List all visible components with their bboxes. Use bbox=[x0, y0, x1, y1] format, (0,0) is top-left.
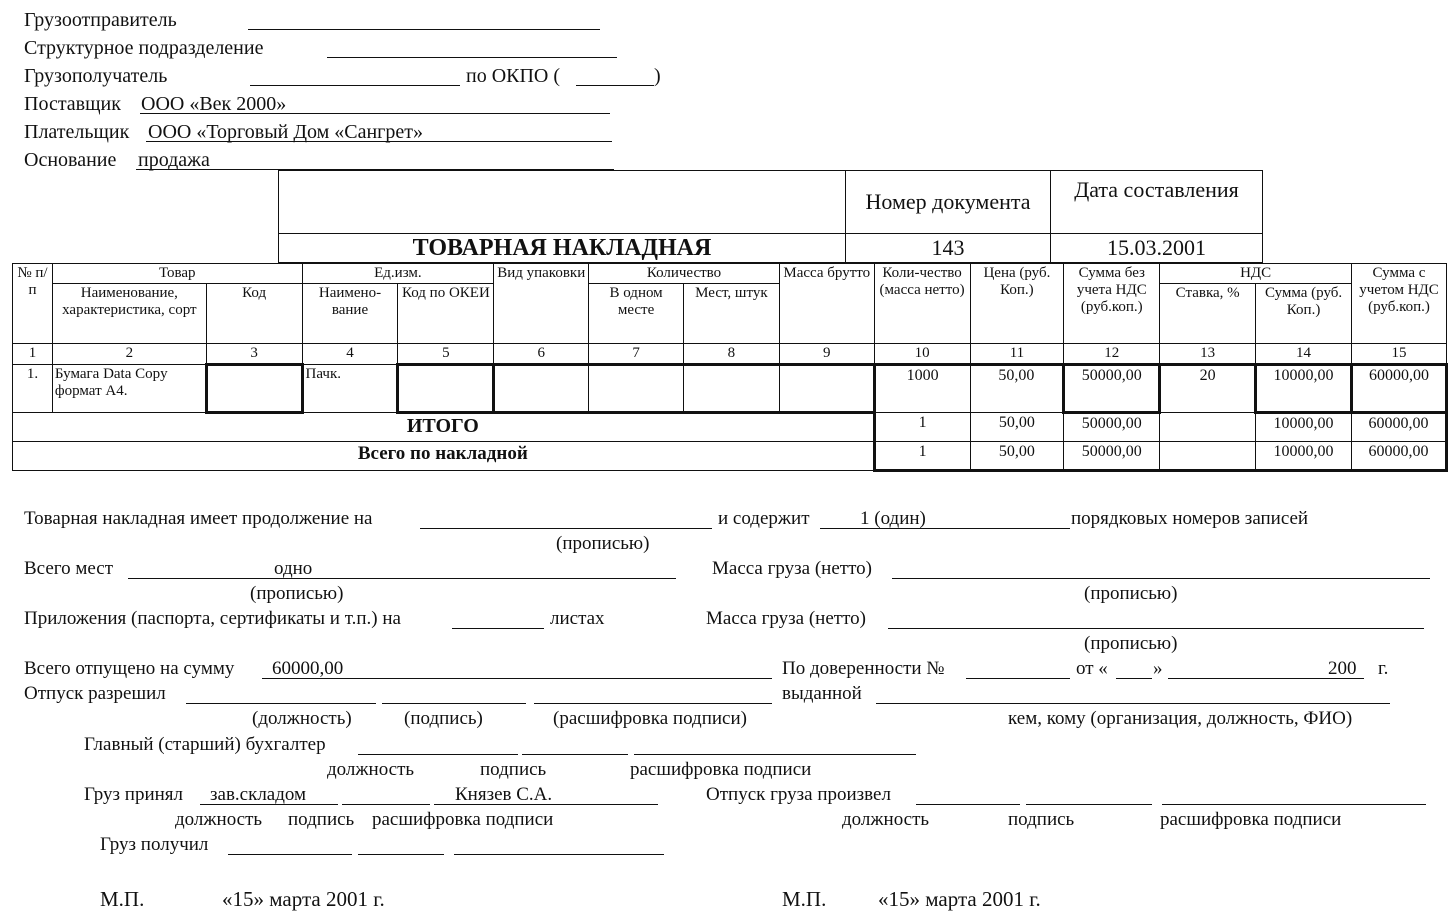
table-row bbox=[13, 365, 1447, 413]
net-mass-label: Масса груза (нетто) bbox=[712, 558, 872, 579]
proxy-year-prefix: 200 bbox=[1328, 658, 1357, 679]
total-vat-sum[interactable]: 10000,00 bbox=[1256, 413, 1352, 442]
col-gross-header: Масса брутто bbox=[779, 264, 874, 344]
doc-title: ТОВАРНАЯ НАКЛАДНАЯ bbox=[412, 235, 712, 261]
places-value: одно bbox=[274, 558, 313, 579]
chief-position-line[interactable] bbox=[358, 754, 518, 755]
col-vat-header: НДС bbox=[1160, 264, 1352, 284]
grand-total-label: Всего по накладной bbox=[13, 442, 875, 471]
col-net-header: Коли-чество (масса нетто) bbox=[874, 264, 970, 344]
accepted-name: Князев С.А. bbox=[455, 784, 553, 805]
col-vat-sum-header: Сумма (руб. Коп.) bbox=[1256, 284, 1352, 344]
release-signature-line[interactable] bbox=[382, 703, 526, 704]
doc-date: 15.03.2001 bbox=[1107, 235, 1206, 260]
col-unit-name-header: Наимено-вание bbox=[302, 284, 398, 344]
proxy-day-line[interactable] bbox=[1116, 678, 1152, 679]
col-vat-rate-header: Ставка, % bbox=[1160, 284, 1256, 344]
accepted-position: зав.складом bbox=[210, 784, 307, 805]
col-qty-header: Количество bbox=[589, 264, 780, 284]
col-number: 3 bbox=[206, 344, 302, 365]
shipped-signature-line[interactable] bbox=[1026, 804, 1152, 805]
shipped-signature-hint: подпись bbox=[1008, 809, 1075, 830]
doc-number-label-cell bbox=[845, 170, 1051, 234]
col-number: 12 bbox=[1064, 344, 1160, 365]
payer-label: Плательщик bbox=[24, 121, 130, 143]
proxy-number-line[interactable] bbox=[966, 678, 1070, 679]
col-sum-vat-header: Сумма с учетом НДС (руб.коп.) bbox=[1352, 264, 1447, 344]
released-sum-value: 60000,00 bbox=[272, 658, 344, 679]
payer-value: ООО «Торговый Дом «Сангрет» bbox=[148, 121, 423, 143]
col-number: 11 bbox=[970, 344, 1064, 365]
net-mass-line-2[interactable] bbox=[888, 628, 1424, 629]
row-sum-vat[interactable]: 60000,00 bbox=[1352, 365, 1447, 413]
places-line[interactable] bbox=[128, 578, 676, 579]
issued-label: выданной bbox=[782, 683, 862, 704]
date-left: «15» марта 2001 г. bbox=[222, 887, 385, 911]
shipper-label: Грузоотправитель bbox=[24, 9, 177, 31]
okpo-close: ) bbox=[654, 65, 661, 87]
col-number: 15 bbox=[1352, 344, 1447, 365]
issued-line[interactable] bbox=[876, 703, 1390, 704]
accepted-position-hint: должность bbox=[175, 809, 263, 830]
col-qty-places-header: Мест, штук bbox=[684, 284, 780, 344]
doc-date-label: Дата составления bbox=[1074, 177, 1239, 202]
col-no-header: № п/п bbox=[13, 264, 53, 344]
col-number: 6 bbox=[494, 344, 589, 365]
doc-date-cell[interactable] bbox=[1050, 233, 1263, 263]
proxy-from-close: » bbox=[1153, 658, 1163, 679]
places-in-words-hint: (прописью) bbox=[250, 583, 344, 604]
whom-hint: кем, кому (организация, должность, ФИО) bbox=[1008, 708, 1353, 729]
chief-position-hint: должность bbox=[327, 759, 415, 780]
chief-signature-line[interactable] bbox=[522, 754, 628, 755]
shipper-line[interactable] bbox=[248, 29, 600, 30]
proxy-label: По доверенности № bbox=[782, 658, 945, 679]
row-places[interactable] bbox=[684, 365, 780, 413]
received-label: Груз получил bbox=[100, 834, 209, 855]
proxy-from-label: от « bbox=[1076, 658, 1108, 679]
consignee-line[interactable] bbox=[250, 85, 460, 86]
column-numbers-row bbox=[13, 344, 1447, 365]
records-line[interactable] bbox=[820, 528, 1070, 529]
col-number: 14 bbox=[1256, 344, 1352, 365]
col-pack-header: Вид упаковки bbox=[494, 264, 589, 344]
doc-number: 143 bbox=[931, 235, 965, 260]
grand-net[interactable]: 1 bbox=[874, 442, 970, 471]
grand-total-row bbox=[13, 442, 1447, 471]
supplier-line bbox=[140, 113, 610, 114]
date-right: «15» марта 2001 г. bbox=[878, 887, 1041, 911]
total-price[interactable]: 50,00 bbox=[970, 413, 1064, 442]
release-allowed-label: Отпуск разрешил bbox=[24, 683, 166, 704]
total-vat-rate[interactable] bbox=[1160, 413, 1256, 442]
row-no: 1. bbox=[13, 365, 53, 413]
total-sum-novat[interactable]: 50000,00 bbox=[1064, 413, 1160, 442]
col-goods-header: Товар bbox=[52, 264, 302, 284]
signature-hint: (подпись) bbox=[404, 708, 483, 729]
row-price[interactable]: 50,00 bbox=[970, 365, 1064, 413]
col-number: 9 bbox=[779, 344, 874, 365]
accepted-signature-line[interactable] bbox=[342, 804, 430, 805]
row-pack[interactable] bbox=[494, 365, 589, 413]
net-mass-in-words-hint: (прописью) bbox=[1084, 583, 1178, 604]
col-unit-header: Ед.изм. bbox=[302, 264, 494, 284]
doc-number-cell[interactable] bbox=[845, 233, 1051, 263]
total-label: ИТОГО bbox=[13, 413, 875, 442]
grand-sum-vat[interactable]: 60000,00 bbox=[1352, 442, 1447, 471]
total-net[interactable]: 1 bbox=[874, 413, 970, 442]
places-label: Всего мест bbox=[24, 558, 114, 579]
row-sum-novat[interactable]: 50000,00 bbox=[1064, 365, 1160, 413]
row-net[interactable]: 1000 bbox=[874, 365, 970, 413]
header-blank-cell bbox=[278, 170, 846, 234]
received-position-line[interactable] bbox=[228, 854, 352, 855]
row-code[interactable] bbox=[206, 365, 302, 413]
continuation-label: Товарная накладная имеет продолжение на bbox=[24, 508, 373, 529]
subdivision-line[interactable] bbox=[327, 57, 617, 58]
col-goods-code-header: Код bbox=[206, 284, 302, 344]
received-decode-line[interactable] bbox=[454, 854, 664, 855]
basis-value: продажа bbox=[138, 149, 210, 171]
supplier-label: Поставщик bbox=[24, 93, 121, 115]
col-number: 5 bbox=[398, 344, 494, 365]
col-number: 1 bbox=[13, 344, 53, 365]
subdivision-label: Структурное подразделение bbox=[24, 37, 264, 59]
doc-date-label-cell bbox=[1050, 170, 1263, 234]
contains-label: и содержит bbox=[718, 508, 810, 529]
release-position-line[interactable] bbox=[186, 703, 376, 704]
okpo-line[interactable] bbox=[576, 85, 654, 86]
col-number: 10 bbox=[874, 344, 970, 365]
row-okei[interactable] bbox=[398, 365, 494, 413]
received-signature-line[interactable] bbox=[358, 854, 444, 855]
shipped-position-hint: должность bbox=[842, 809, 930, 830]
row-qty-one[interactable] bbox=[589, 365, 684, 413]
accepted-signature-hint: подпись bbox=[288, 809, 355, 830]
goods-table bbox=[12, 263, 1448, 472]
chief-decode-line[interactable] bbox=[634, 754, 916, 755]
row-name[interactable]: Бумага Data Copy формат А4. bbox=[52, 365, 206, 413]
basis-label: Основание bbox=[24, 149, 117, 171]
shipped-decode-line[interactable] bbox=[1162, 804, 1426, 805]
position-hint: (должность) bbox=[252, 708, 352, 729]
total-sum-vat[interactable]: 60000,00 bbox=[1352, 413, 1447, 442]
col-qty-one-header: В одном месте bbox=[589, 284, 684, 344]
grand-vat-rate[interactable] bbox=[1160, 442, 1256, 471]
net-mass-in-words-hint-2: (прописью) bbox=[1084, 633, 1178, 654]
net-mass-label-2: Масса груза (нетто) bbox=[706, 608, 866, 629]
attachments-line[interactable] bbox=[452, 628, 544, 629]
stamp-right: М.П. bbox=[782, 887, 827, 911]
grand-sum-novat[interactable]: 50000,00 bbox=[1064, 442, 1160, 471]
decode-hint: (расшифровка подписи) bbox=[553, 708, 747, 729]
chief-signature-hint: подпись bbox=[480, 759, 547, 780]
shipped-decode-hint: расшифровка подписи bbox=[1160, 809, 1342, 830]
proxy-year-suffix: г. bbox=[1378, 658, 1389, 679]
grand-vat-sum[interactable]: 10000,00 bbox=[1256, 442, 1352, 471]
col-goods-name-header: Наименование, характеристика, сорт bbox=[52, 284, 206, 344]
total-row bbox=[13, 413, 1447, 442]
grand-price[interactable]: 50,00 bbox=[970, 442, 1064, 471]
consignee-label: Грузополучатель bbox=[24, 65, 168, 87]
attachments-label: Приложения (паспорта, сертификаты и т.п.) на bbox=[24, 608, 401, 629]
shipped-position-line[interactable] bbox=[916, 804, 1020, 805]
okpo-label: по ОКПО ( bbox=[466, 65, 561, 87]
continuation-line[interactable] bbox=[420, 528, 712, 529]
col-number: 7 bbox=[589, 344, 684, 365]
col-number: 13 bbox=[1160, 344, 1256, 365]
released-sum-label: Всего отпущено на сумму bbox=[24, 658, 235, 679]
stamp-left: М.П. bbox=[100, 887, 145, 911]
col-number: 2 bbox=[52, 344, 206, 365]
records-label: порядковых номеров записей bbox=[1071, 508, 1309, 529]
col-unit-okei-header: Код по ОКЕИ bbox=[398, 284, 494, 344]
accepted-decode-hint: расшифровка подписи bbox=[372, 809, 554, 830]
row-vat-rate[interactable]: 20 bbox=[1160, 365, 1256, 413]
col-sum-novat-header: Сумма без учета НДС (руб.коп.) bbox=[1064, 264, 1160, 344]
row-unit[interactable]: Пачк. bbox=[302, 365, 398, 413]
payer-line bbox=[146, 141, 612, 142]
chief-accountant-label: Главный (старший) бухгалтер bbox=[84, 734, 326, 755]
col-number: 4 bbox=[302, 344, 398, 365]
col-price-header: Цена (руб. Коп.) bbox=[970, 264, 1064, 344]
row-vat-sum[interactable]: 10000,00 bbox=[1256, 365, 1352, 413]
shipped-by-label: Отпуск груза произвел bbox=[706, 784, 891, 805]
col-number: 8 bbox=[684, 344, 780, 365]
sheets-label: листах bbox=[550, 608, 605, 629]
records-count: 1 (один) bbox=[860, 508, 926, 529]
chief-decode-hint: расшифровка подписи bbox=[630, 759, 812, 780]
row-gross[interactable] bbox=[779, 365, 874, 413]
supplier-value: ООО «Век 2000» bbox=[141, 93, 287, 115]
accepted-label: Груз принял bbox=[84, 784, 184, 805]
release-decode-line[interactable] bbox=[534, 703, 772, 704]
net-mass-line[interactable] bbox=[892, 578, 1430, 579]
doc-title-cell bbox=[278, 233, 846, 263]
doc-number-label: Номер документа bbox=[865, 189, 1031, 214]
in-words-hint: (прописью) bbox=[556, 533, 650, 554]
